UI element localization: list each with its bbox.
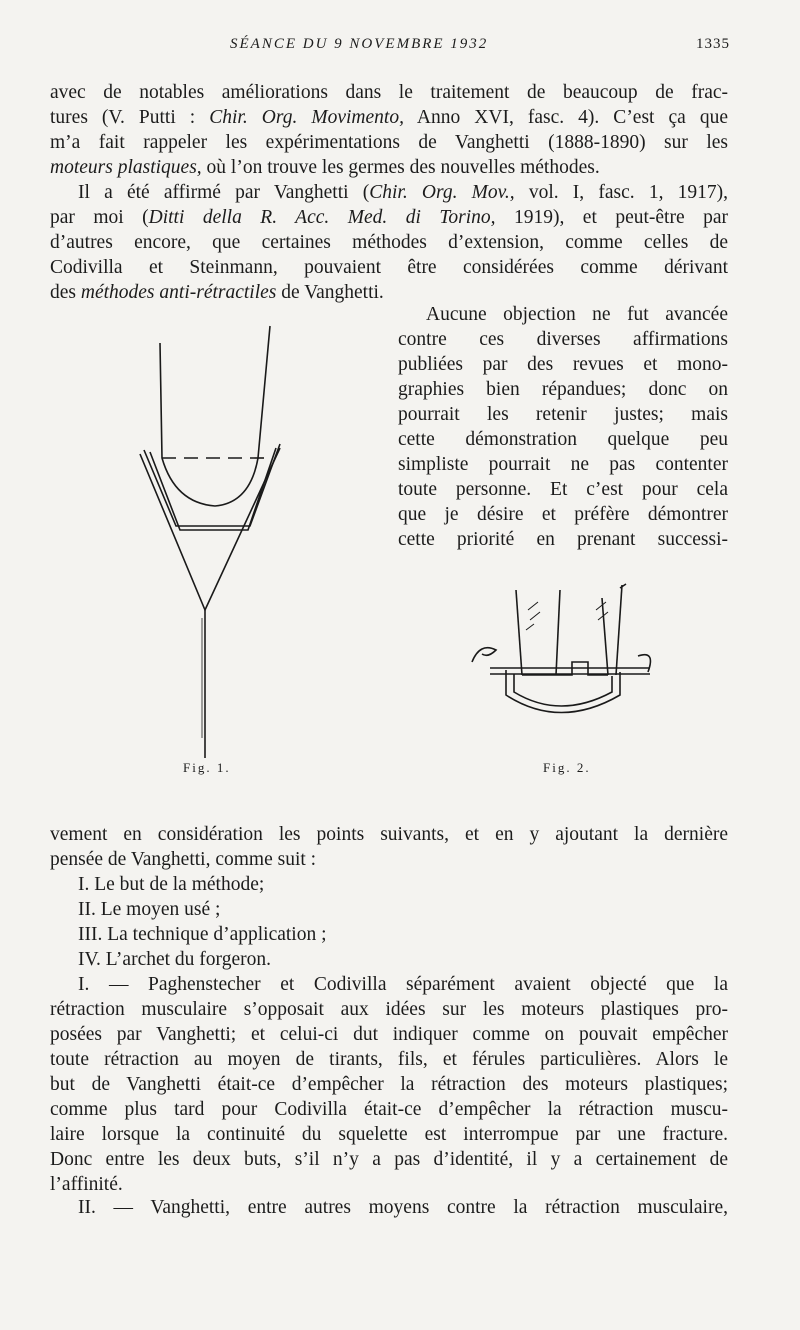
text-line: toute rétraction au moyen de tirants, fils, et férules particulières. Alors le — [50, 1049, 728, 1070]
figure-2-drawing — [460, 580, 670, 750]
text-line: par moi (Ditti della R. Acc. Med. di Torino, 1919), et peut-être par — [50, 207, 728, 228]
paragraph-1 — [50, 80, 728, 180]
text-line: que je désire et préfère démontrer — [398, 504, 728, 525]
text-line: simpliste pourrait ne pas contenter — [398, 454, 728, 475]
text-line: Aucune objection ne fut avancée — [426, 304, 728, 325]
text-line: comme plus tard pour Codivilla était-ce d’empêcher la rétraction muscu- — [50, 1099, 728, 1120]
text-line: graphies bien répandues; donc on — [398, 379, 728, 400]
figure-1-caption: Fig. 1. — [183, 760, 231, 775]
paragraph-5 — [50, 972, 728, 1197]
text-line: publiées par des revues et mono- — [398, 354, 728, 375]
text-line: Donc entre les deux buts, s’il n’y a pas d’identité, il y a certainement de — [50, 1149, 728, 1170]
text-line: des méthodes anti-rétractiles de Vanghetti. — [50, 282, 384, 303]
page-number: 1335 — [696, 36, 730, 52]
text-line: but de Vanghetti était-ce d’empêcher la rétraction des moteurs plastiques; — [50, 1074, 728, 1095]
text-line: Codivilla et Steinmann, pouvaient être considérées comme dérivant — [50, 257, 728, 278]
paragraph-3 — [398, 302, 728, 552]
list-item: IV. L’archet du forgeron. — [78, 949, 271, 970]
text-line: laire lorsque la continuité du squelette est interrompue par une fracture. — [50, 1124, 728, 1145]
list-item: I. Le but de la méthode; — [78, 874, 265, 895]
running-title: SÉANCE DU 9 NOVEMBRE 1932 — [230, 36, 489, 52]
list-item: III. La technique d’application ; — [78, 924, 327, 945]
figure-1-drawing — [130, 318, 300, 763]
text-line: tures (V. Putti : Chir. Org. Movimento, Anno XVI, fasc. 4). C’est ça que — [50, 107, 728, 128]
text-line: II. — Vanghetti, entre autres moyens contre la rétraction musculaire, — [78, 1197, 728, 1218]
text-line: I. — Paghenstecher et Codivilla séparément avaient objecté que la — [78, 974, 728, 995]
text-line: avec de notables améliorations dans le traitement de beaucoup de frac- — [50, 82, 728, 103]
text-line: toute personne. Et c’est pour cela — [398, 479, 728, 500]
figure-2-caption: Fig. 2. — [543, 760, 591, 775]
paragraph-4 — [50, 822, 728, 872]
paragraph-2 — [50, 180, 728, 305]
text-line: vement en considération les points suivants, et en y ajoutant la dernière — [50, 824, 728, 845]
text-line: rétraction musculaire s’opposait aux idées sur les moteurs plastiques pro- — [50, 999, 728, 1020]
text-line: cette priorité en prenant successi- — [398, 529, 728, 550]
text-line: Il a été affirmé par Vanghetti (Chir. Org. Mov., vol. I, fasc. 1, 1917), — [78, 182, 728, 203]
text-line: posées par Vanghetti; et celui-ci dut indiquer comme on pouvait empêcher — [50, 1024, 728, 1045]
text-line: m’a fait rappeler les expérimentations de Vanghetti (1888-1890) sur les — [50, 132, 728, 153]
text-line: pourrait les retenir justes; mais — [398, 404, 728, 425]
text-line: d’autres encore, que certaines méthodes d’extension, comme celles de — [50, 232, 728, 253]
text-line: pensée de Vanghetti, comme suit : — [50, 849, 317, 870]
text-line: moteurs plastiques, où l’on trouve les germes des nouvelles méthodes. — [50, 157, 600, 178]
list-item: II. Le moyen usé ; — [78, 899, 221, 920]
text-line: contre ces diverses affirmations — [398, 329, 728, 350]
running-header — [50, 36, 730, 58]
text-line: l’affinité. — [50, 1174, 123, 1195]
paragraph-6 — [50, 1195, 728, 1220]
text-line: cette démonstration quelque peu — [398, 429, 728, 450]
points-list — [78, 872, 728, 972]
